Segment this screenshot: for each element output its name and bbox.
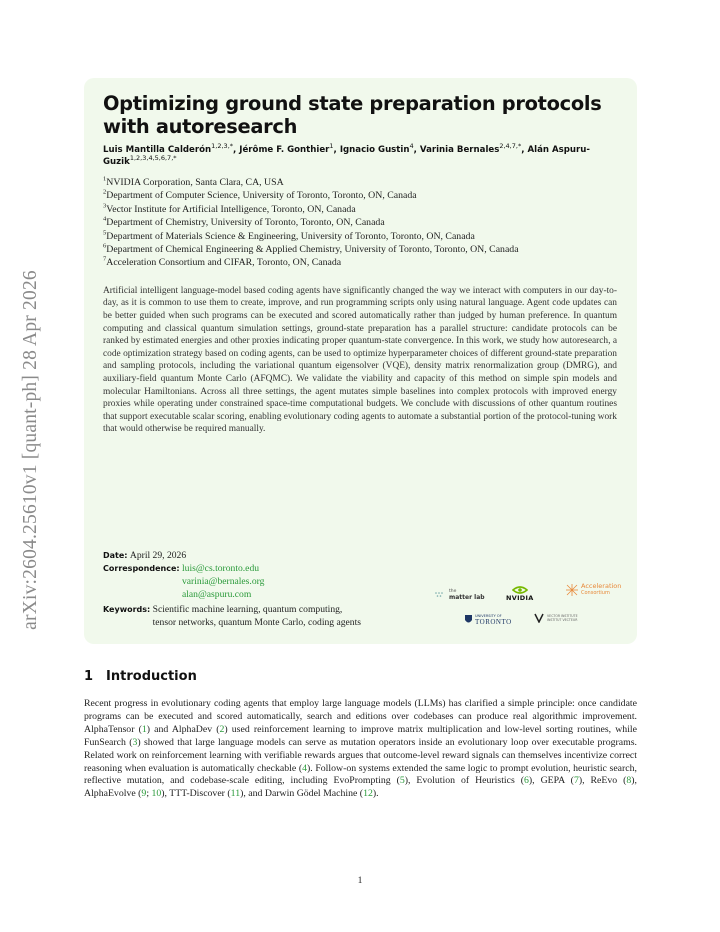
dots-icon — [434, 591, 446, 599]
affiliation — [103, 176, 617, 189]
affiliation-number: 3 — [103, 202, 107, 210]
abstract: Artificial intelligent language-model based coding agents have significantly changed the way we interact with computers in our day-to-day, as it is common to use them to create, improve, and run programming scripts only using natural language. Agent code updates can be better guided when such programs can be executed and scored automatically rather than judged by human preference. In quantum computing and classical quantum simulation settings, ground-state preparation has a parallel structure: candidate protocols can be ranked by estimated energies and other proxies indicating proper quantum-state convergence. In this work, we study how autoresearch, a code optimization strategy based on coding agents, can be used to optimize hyperparameter choices of different ground-state preparation and sampling protocols, including the variational quantum eigensolver (VQE), density matrix renormalization group (DMRG), and auxiliary-field quantum Monte Carlo (AFQMC). We validate the viability and capacity of this method on simple spin models and molecular Hamiltonians. Across all three settings, the agent mutates simple baselines into complex protocols with improved energy proxies while operating under constrained space-time computational budgets. We conclude with discussions of other quantum routines that support executable scalar scoring, enabling evolutionary coding agents to automate a substantial portion of the protocol-tuning work that would otherwise be required manually. — [103, 285, 617, 435]
affiliation-number: 7 — [103, 256, 107, 264]
keywords-label: Keywords: — [103, 605, 151, 614]
affiliation-text: Department of Chemistry, University of Toronto, Toronto, ON, Canada — [106, 217, 385, 229]
keywords-line: tensor networks, quantum Monte Carlo, coding agents — [152, 617, 361, 628]
nvidia-eye-icon — [512, 585, 528, 594]
affiliation-list — [103, 176, 617, 270]
matterlab-logo — [434, 589, 485, 601]
introduction-paragraph: Recent progress in evolutionary coding agents that employ large language models (LLMs) has clarified a simple principle: once candidate programs can be executed and scored automatically, search and editions over codebases can produce real algorithmic improvement. AlphaTensor (1) and AlphaDev (2) used reinforcement learning to improve matrix multiplication and low-level sorting routines, while FunSearch (3) showed that large language models can serve as mutation operators inside an evolutionary loop over executable programs. Related work on reinforcement learning with verifiable rewards argues that outcome-level reward signals can themselves incentivize correct reasoning when evaluation is automatically checkable (4). Follow-on systems extended the same logic to prompt evolution, heuristic search, reflective mutation, and codebase-scale editing, including EvoPrompting (5), Evolution of Heuristics (6), GEPA (7), ReEvo (8), AlphaEvolve (9; 10), TTT-Discover (11), and Darwin Gödel Machine (12). — [84, 698, 637, 800]
uoft-text: TORONTO — [475, 618, 512, 626]
affiliation-text: Vector Institute for Artificial Intelligence, Toronto, ON, Canada — [106, 203, 356, 215]
citation-link[interactable]: 11 — [230, 788, 241, 800]
keywords-row — [103, 603, 361, 629]
citation-link[interactable]: 9 — [141, 788, 147, 800]
affiliation-number: 2 — [103, 189, 107, 197]
page-number: 1 — [357, 875, 363, 886]
section-heading — [84, 669, 197, 684]
consortium-text: Consortium — [581, 590, 610, 596]
author-name: Alán Aspuru-Guzik — [103, 145, 590, 167]
author-affiliation-marker: 1 — [329, 142, 334, 151]
affiliation-number: 4 — [103, 215, 107, 223]
nvidia-text: NVIDIA — [506, 594, 534, 602]
nvidia-logo — [506, 585, 534, 602]
correspondence-label: Correspondence: — [103, 564, 180, 573]
citation-link[interactable]: 7 — [573, 775, 579, 787]
vector-v-icon — [534, 613, 544, 623]
affiliation-text: Department of Computer Science, University of Toronto, Toronto, ON, Canada — [106, 190, 417, 202]
affiliation — [103, 189, 617, 202]
matterlab-small-text: the — [449, 589, 457, 594]
section-title: Introduction — [106, 669, 197, 684]
affiliation-text: Acceleration Consortium and CIFAR, Toronto, ON, Canada — [106, 257, 342, 269]
uoft-small-text: UNIVERSITY OF — [475, 614, 502, 618]
metadata-block — [103, 549, 361, 629]
author-name: Luis Mantilla Calderón — [103, 145, 212, 155]
author-affiliation-marker: 4 — [409, 142, 414, 151]
author-affiliation-marker: 2,4,7,* — [499, 142, 522, 151]
author-affiliation-marker: 1,2,3,* — [211, 142, 234, 151]
citation-link[interactable]: 5 — [399, 775, 405, 787]
citation-link[interactable]: 2 — [219, 723, 225, 735]
affiliation-number: 5 — [103, 229, 107, 237]
date-label: Date: — [103, 551, 128, 560]
arxiv-identifier: arXiv:2604.25610v1 [quant-ph] 28 Apr 2026 — [20, 270, 42, 630]
affiliation — [103, 256, 617, 269]
affiliation — [103, 203, 617, 216]
email-list — [182, 562, 264, 601]
email-link[interactable]: varinia@bernales.org — [181, 576, 265, 587]
affiliation-text: NVIDIA Corporation, Santa Clara, CA, USA — [106, 177, 284, 188]
author-name: Varinia Bernales — [419, 145, 500, 155]
keywords-line: Scientific machine learning, quantum computing, — [152, 604, 343, 615]
uoft-logo — [464, 613, 512, 625]
section-number: 1 — [84, 669, 94, 684]
author-name: Ignacio Gustin — [339, 145, 410, 155]
crest-icon — [464, 614, 473, 625]
date-row — [103, 549, 361, 562]
acceleration-consortium-logo — [564, 583, 621, 597]
correspondence-row — [103, 562, 361, 601]
starburst-icon — [564, 583, 580, 597]
citation-link[interactable]: 10 — [151, 788, 162, 800]
affiliation-number: 1 — [103, 175, 107, 183]
citation-link[interactable]: 8 — [626, 775, 632, 787]
affiliation — [103, 230, 617, 243]
email-link[interactable]: luis@cs.toronto.edu — [181, 563, 260, 574]
acceleration-text: Acceleration — [581, 582, 622, 590]
affiliation-number: 6 — [103, 242, 107, 250]
author-list: Luis Mantilla Calderón$^{1,2,3,*}$, Jérôme F. Gonthier$^1$, Ignacio Gustin$^4$, Varinia Bernales$^{2,4,7,*}$, Alán Aspuru-Guzik$^{1,2,3,4,5,6,7,*}$ — [103, 142, 590, 167]
citation-link[interactable]: 12 — [363, 788, 373, 800]
vector-institute-logo — [534, 613, 578, 623]
citation-link[interactable]: 6 — [524, 775, 529, 787]
institution-logos — [434, 583, 624, 633]
author-name: Jérôme F. Gonthier — [239, 145, 330, 155]
author-affiliation-marker: 1,2,3,4,5,6,7,* — [129, 154, 177, 163]
citation-link[interactable]: 3 — [132, 736, 138, 748]
affiliation — [103, 243, 617, 256]
arxiv-stamp — [16, 240, 46, 660]
paper-title: Optimizing ground state preparation protocols with autoresearch — [103, 92, 602, 138]
citation-link[interactable]: 1 — [141, 723, 147, 735]
vector-text-fr: INSTITUT VECTEUR — [547, 618, 578, 622]
matterlab-text: matter lab — [449, 594, 485, 601]
title-card — [84, 78, 637, 644]
affiliation-text: Department of Chemical Engineering & Applied Chemistry, University of Toronto, Toronto, ON, Canada — [106, 244, 519, 256]
affiliation-text: Department of Materials Science & Engineering, University of Toronto, Toronto, ON, Canada — [106, 230, 475, 242]
email-link[interactable]: alan@aspuru.com — [181, 589, 252, 600]
vector-text: VECTOR INSTITUTE — [547, 614, 578, 618]
citation-link[interactable]: 4 — [302, 762, 307, 774]
date-value: April 29, 2026 — [129, 550, 187, 561]
keywords-text — [153, 603, 361, 629]
affiliation — [103, 216, 617, 229]
